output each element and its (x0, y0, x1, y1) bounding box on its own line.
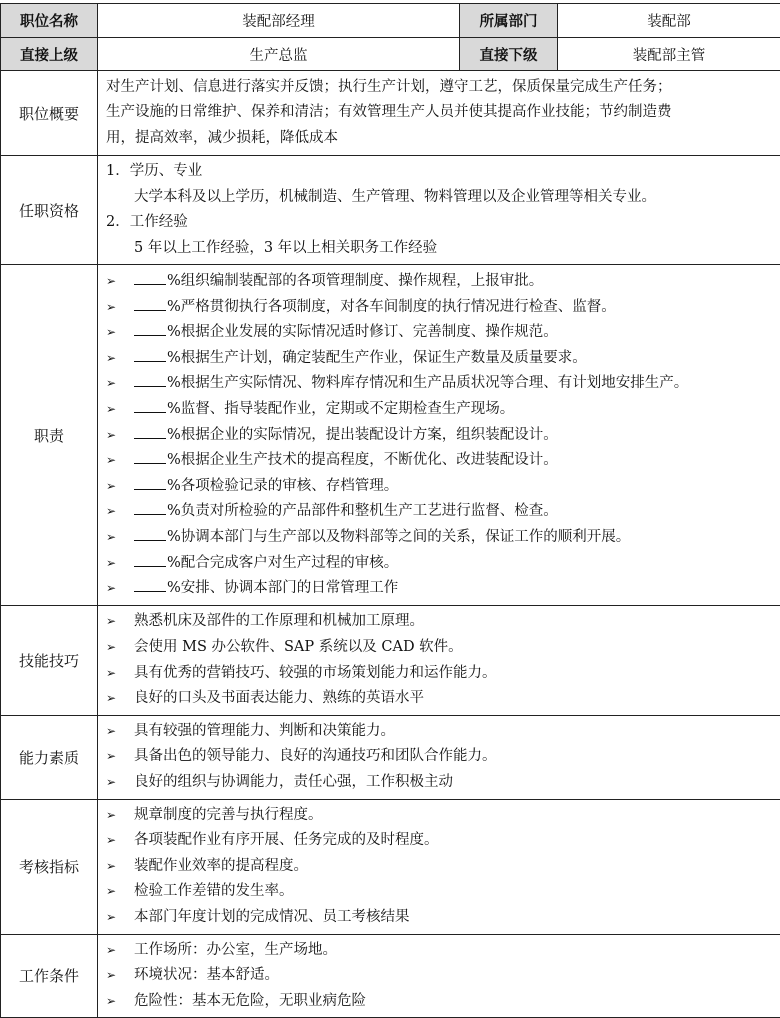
list-item-text: 良好的口头及书面表达能力、熟练的英语水平 (134, 686, 424, 712)
list-item (106, 854, 774, 880)
list-item (106, 803, 774, 829)
arrowhead-bullet-icon: ➢ (106, 269, 134, 295)
list-item (106, 905, 774, 931)
arrowhead-bullet-icon: ➢ (106, 938, 134, 964)
arrowhead-bullet-icon: ➢ (106, 963, 134, 989)
arrowhead-bullet-icon: ➢ (106, 371, 134, 397)
arrowhead-bullet-icon: ➢ (106, 744, 134, 770)
list-item-text: 具有优秀的营销技巧、较强的市场策划能力和运作能力。 (134, 661, 497, 687)
direct-superior-value: 生产总监 (98, 38, 460, 71)
list-item-text: 工作场所：办公室，生产场地。 (134, 938, 337, 964)
arrowhead-bullet-icon: ➢ (106, 989, 134, 1015)
list-item (106, 474, 774, 500)
percentage-blank (134, 552, 166, 567)
list-item-text: %负责对所检验的产品部件和整机生产工艺进行监督、检查。 (167, 499, 558, 525)
list-item-text: 会使用 MS 办公软件、SAP 系统以及 CAD 软件。 (134, 635, 463, 661)
arrowhead-bullet-icon: ➢ (106, 803, 134, 829)
summary-row (1, 71, 780, 156)
list-item-text: 装配作业效率的提高程度。 (134, 854, 308, 880)
competencies-label: 能力素质 (1, 715, 98, 799)
percentage-blank (134, 321, 166, 336)
list-item-text: 本部门年度计划的完成情况、员工考核结果 (134, 905, 410, 931)
list-item (106, 423, 774, 449)
list-item-text: 危险性：基本无危险，无职业病危险 (134, 989, 366, 1015)
percentage-blank (134, 347, 166, 362)
list-item-text: 熟悉机床及部件的工作原理和机械加工原理。 (134, 609, 424, 635)
arrowhead-bullet-icon: ➢ (106, 448, 134, 474)
list-item (106, 371, 774, 397)
list-item (106, 551, 774, 577)
list-item-text: %安排、协调本部门的日常管理工作 (167, 576, 398, 602)
summary-label: 职位概要 (1, 71, 98, 156)
arrowhead-bullet-icon: ➢ (106, 295, 134, 321)
header-row-1 (1, 4, 780, 38)
arrowhead-bullet-icon: ➢ (106, 770, 134, 796)
list-item-text: %根据企业的实际情况，提出装配设计方案，组织装配设计。 (167, 423, 558, 449)
list-item-text: %监督、指导装配作业，定期或不定期检查生产现场。 (167, 397, 514, 423)
arrowhead-bullet-icon: ➢ (106, 661, 134, 687)
summary-line: 用，提高效率，减少损耗，降低成本 (106, 126, 774, 152)
summary-content (98, 71, 780, 156)
list-item (106, 397, 774, 423)
arrowhead-bullet-icon: ➢ (106, 828, 134, 854)
list-item-text: %根据企业生产技术的提高程度，不断优化、改进装配设计。 (167, 448, 558, 474)
skills-list (106, 609, 774, 711)
arrowhead-bullet-icon: ➢ (106, 346, 134, 372)
list-item (106, 686, 774, 712)
arrowhead-bullet-icon: ➢ (106, 854, 134, 880)
qualification-item-title: 2．工作经验 (106, 210, 774, 236)
duties-label: 职责 (1, 265, 98, 606)
list-item (106, 635, 774, 661)
job-description-table (0, 3, 780, 1018)
list-item-text: %配合完成客户对生产过程的审核。 (167, 551, 398, 577)
department-value: 装配部 (558, 4, 780, 38)
list-item (106, 609, 774, 635)
list-item-text: 具有较强的管理能力、判断和决策能力。 (134, 719, 395, 745)
list-item-text: 具备出色的领导能力、良好的沟通技巧和团队合作能力。 (134, 744, 497, 770)
list-item-text: 良好的组织与协调能力，责任心强，工作积极主动 (134, 770, 453, 796)
list-item-text: %各项检验记录的审核、存档管理。 (167, 474, 398, 500)
list-item (106, 661, 774, 687)
arrowhead-bullet-icon: ➢ (106, 499, 134, 525)
conditions-list (106, 938, 774, 1015)
conditions-label: 工作条件 (1, 934, 98, 1018)
percentage-blank (134, 424, 166, 439)
qualification-item-detail: 大学本科及以上学历，机械制造、生产管理、物料管理以及企业管理等相关专业。 (134, 185, 774, 211)
kpi-content (98, 799, 780, 934)
list-item-text: 规章制度的完善与执行程度。 (134, 803, 323, 829)
qualification-item-detail: 5 年以上工作经验，3 年以上相关职务工作经验 (134, 236, 774, 262)
arrowhead-bullet-icon: ➢ (106, 635, 134, 661)
department-label: 所属部门 (460, 4, 558, 38)
list-item (106, 346, 774, 372)
conditions-row (1, 934, 780, 1018)
percentage-blank (134, 500, 166, 515)
competencies-list (106, 719, 774, 796)
list-item (106, 295, 774, 321)
position-name-label: 职位名称 (1, 4, 98, 38)
competencies-row (1, 715, 780, 799)
arrowhead-bullet-icon: ➢ (106, 609, 134, 635)
percentage-blank (134, 372, 166, 387)
list-item-text: %根据生产计划，确定装配生产作业，保证生产数量及质量要求。 (167, 346, 587, 372)
duties-row (1, 265, 780, 606)
qualification-row (1, 156, 780, 265)
list-item-text: %根据企业发展的实际情况适时修订、完善制度、操作规范。 (167, 320, 558, 346)
percentage-blank (134, 398, 166, 413)
list-item (106, 719, 774, 745)
arrowhead-bullet-icon: ➢ (106, 686, 134, 712)
arrowhead-bullet-icon: ➢ (106, 905, 134, 931)
list-item (106, 448, 774, 474)
skills-label: 技能技巧 (1, 606, 98, 715)
list-item (106, 744, 774, 770)
arrowhead-bullet-icon: ➢ (106, 719, 134, 745)
skills-content (98, 606, 780, 715)
summary-line: 生产设施的日常维护、保养和清洁；有效管理生产人员并使其提高作业技能；节约制造费 (106, 100, 774, 126)
conditions-content (98, 934, 780, 1018)
list-item-text: 各项装配作业有序开展、任务完成的及时程度。 (134, 828, 439, 854)
percentage-blank (134, 270, 166, 285)
list-item (106, 525, 774, 551)
kpi-label: 考核指标 (1, 799, 98, 934)
arrowhead-bullet-icon: ➢ (106, 525, 134, 551)
list-item (106, 269, 774, 295)
duties-content (98, 265, 780, 606)
list-item (106, 828, 774, 854)
list-item (106, 938, 774, 964)
qualification-content (98, 156, 780, 265)
percentage-blank (134, 449, 166, 464)
list-item (106, 499, 774, 525)
kpi-row (1, 799, 780, 934)
list-item-text: %根据生产实际情况、物料库存情况和生产品质状况等合理、有计划地安排生产。 (167, 371, 688, 397)
qualification-item-title: 1．学历、专业 (106, 159, 774, 185)
direct-superior-label: 直接上级 (1, 38, 98, 71)
list-item (106, 576, 774, 602)
kpi-list (106, 803, 774, 931)
percentage-blank (134, 577, 166, 592)
list-item (106, 320, 774, 346)
summary-line: 对生产计划、信息进行落实并反馈；执行生产计划，遵守工艺，保质保量完成生产任务； (106, 75, 774, 101)
qualification-label: 任职资格 (1, 156, 98, 265)
header-row-2 (1, 38, 780, 71)
percentage-blank (134, 296, 166, 311)
list-item-text: %组织编制装配部的各项管理制度、操作规程，上报审批。 (167, 269, 543, 295)
arrowhead-bullet-icon: ➢ (106, 320, 134, 346)
arrowhead-bullet-icon: ➢ (106, 551, 134, 577)
arrowhead-bullet-icon: ➢ (106, 397, 134, 423)
list-item-text: %协调本部门与生产部以及物料部等之间的关系，保证工作的顺利开展。 (167, 525, 630, 551)
duties-list (106, 269, 774, 602)
direct-subordinate-label: 直接下级 (460, 38, 558, 71)
list-item-text: %严格贯彻执行各项制度，对各车间制度的执行情况进行检查、监督。 (167, 295, 616, 321)
list-item (106, 770, 774, 796)
list-item (106, 879, 774, 905)
percentage-blank (134, 526, 166, 541)
arrowhead-bullet-icon: ➢ (106, 474, 134, 500)
percentage-blank (134, 475, 166, 490)
direct-subordinate-value: 装配部主管 (558, 38, 780, 71)
competencies-content (98, 715, 780, 799)
list-item (106, 963, 774, 989)
arrowhead-bullet-icon: ➢ (106, 423, 134, 449)
arrowhead-bullet-icon: ➢ (106, 576, 134, 602)
skills-row (1, 606, 780, 715)
list-item-text: 检验工作差错的发生率。 (134, 879, 294, 905)
list-item-text: 环境状况：基本舒适。 (134, 963, 279, 989)
list-item (106, 989, 774, 1015)
arrowhead-bullet-icon: ➢ (106, 879, 134, 905)
position-name-value: 装配部经理 (98, 4, 460, 38)
